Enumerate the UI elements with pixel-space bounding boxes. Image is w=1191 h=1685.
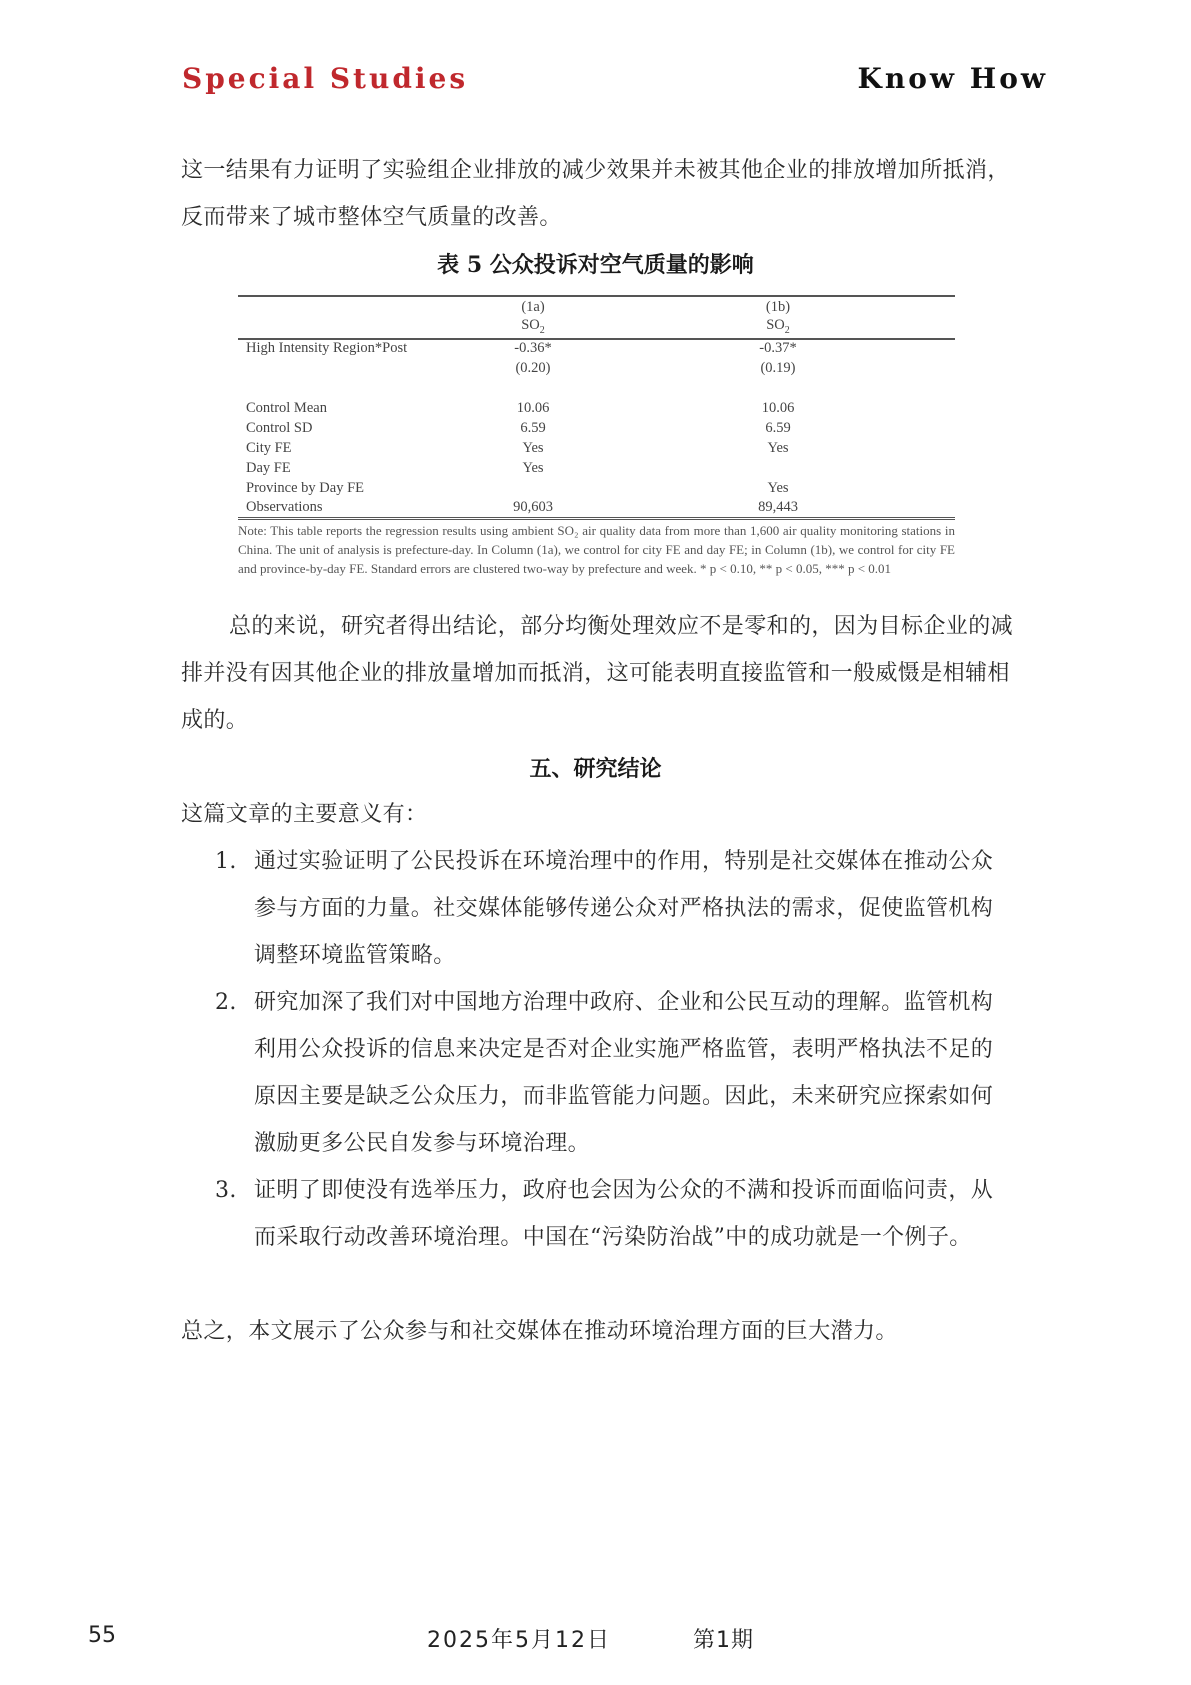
conclusion-paragraph: 总之，本文展示了公众参与和社交媒体在推动环境治理方面的巨大潜力。 bbox=[181, 1319, 898, 1344]
column-header-1a: (1a) bbox=[521, 299, 545, 315]
section-lead: 这篇文章的主要意义有： bbox=[181, 802, 428, 827]
row-value: Yes bbox=[767, 440, 789, 456]
row-label: Province by Day FE bbox=[246, 480, 364, 496]
column-depvar-1b bbox=[728, 317, 828, 336]
header-section-title: Special Studies bbox=[182, 62, 469, 95]
list-item bbox=[181, 979, 1015, 1167]
row-label: Observations bbox=[246, 499, 323, 515]
section-heading: 五、研究结论 bbox=[529, 756, 662, 782]
row-label: Control SD bbox=[246, 420, 313, 436]
table-caption: 表 5 公众投诉对空气质量的影响 bbox=[437, 252, 754, 278]
row-value: 90,603 bbox=[513, 499, 553, 515]
header-column-title: Know How bbox=[857, 62, 1048, 95]
issue-number: 第1期 bbox=[693, 1628, 754, 1653]
row-value: 89,443 bbox=[758, 499, 798, 515]
intro-paragraph: 这一结果有力证明了实验组企业排放的减少效果并未被其他企业的排放增加所抵消，反而带来了城市整体空气质量的改善。 bbox=[181, 158, 1010, 230]
row-value: Yes bbox=[767, 480, 789, 496]
row-label: City FE bbox=[246, 440, 292, 456]
list-item-number: 1. bbox=[215, 849, 237, 874]
column-header-1b: (1b) bbox=[765, 299, 791, 315]
row-label: Day FE bbox=[246, 460, 291, 476]
list-item-text: 研究加深了我们对中国地方治理中政府、企业和公民互动的理解。监管机构利用公众投诉的信息来决定是否对企业实施严格监管，表明严格执法不足的原因主要是缺乏公众压力，而非监管能力问题。因此，未来研究应探索如何激励更多公民自发参与环境治理。 bbox=[254, 990, 994, 1156]
row-label: High Intensity Region*Post bbox=[246, 340, 408, 356]
list-item-text: 证明了即使没有选举压力，政府也会因为公众的不满和投诉而面临问责，从而采取行动改善环境治理。中国在“污染防治战”中的成功就是一个例子。 bbox=[254, 1178, 994, 1250]
row-value: 10.06 bbox=[516, 400, 550, 416]
row-value: 6.59 bbox=[520, 420, 546, 436]
row-value: 6.59 bbox=[765, 420, 791, 436]
row-value: (0.20) bbox=[515, 360, 551, 376]
row-value: (0.19) bbox=[760, 360, 796, 376]
column-depvar-1a bbox=[483, 317, 583, 336]
row-label: Control Mean bbox=[246, 400, 327, 416]
list-item-number: 3. bbox=[215, 1178, 237, 1203]
row-value: Yes bbox=[522, 460, 544, 476]
table-bottom-rule bbox=[238, 517, 955, 520]
row-value: Yes bbox=[522, 440, 544, 456]
list-item bbox=[181, 838, 1015, 979]
depvar-subscript: 2 bbox=[539, 324, 545, 336]
depvar-text: SO bbox=[766, 317, 785, 333]
table-note: Note: This table reports the regression results using ambient SO₂ air quality data from more than 1,600 air quality monitoring stations in China. The unit of analysis is prefecture-day. In Column (1a), we control for city FE and day FE; in Column (1b), we control for city FE and province-by-day FE. Standard errors are clustered two-way by prefecture and week. * p < 0.10, ** p < 0.05, *** p < 0.01 bbox=[238, 523, 955, 576]
list-item bbox=[181, 1167, 1015, 1261]
depvar-text: SO bbox=[521, 317, 540, 333]
list-item-text: 通过实验证明了公民投诉在环境治理中的作用，特别是社交媒体在推动公众参与方面的力量。社交媒体能够传递公众对严格执法的需求，促使监管机构调整环境监管策略。 bbox=[254, 849, 994, 968]
row-value: 10.06 bbox=[761, 400, 795, 416]
list-item-number: 2. bbox=[215, 990, 237, 1015]
depvar-subscript: 2 bbox=[784, 324, 790, 336]
table-top-rule bbox=[238, 295, 955, 297]
significance-list bbox=[181, 838, 1015, 1261]
row-value: -0.37* bbox=[759, 340, 797, 356]
summary-paragraph: 总的来说，研究者得出结论，部分均衡处理效应不是零和的，因为目标企业的减排并没有因其他企业的排放量增加而抵消，这可能表明直接监管和一般威慑是相辅相成的。 bbox=[181, 614, 1014, 733]
issue-date: 2025年5月12日 bbox=[427, 1628, 611, 1653]
row-value: -0.36* bbox=[514, 340, 552, 356]
page-number: 55 bbox=[88, 1623, 116, 1648]
